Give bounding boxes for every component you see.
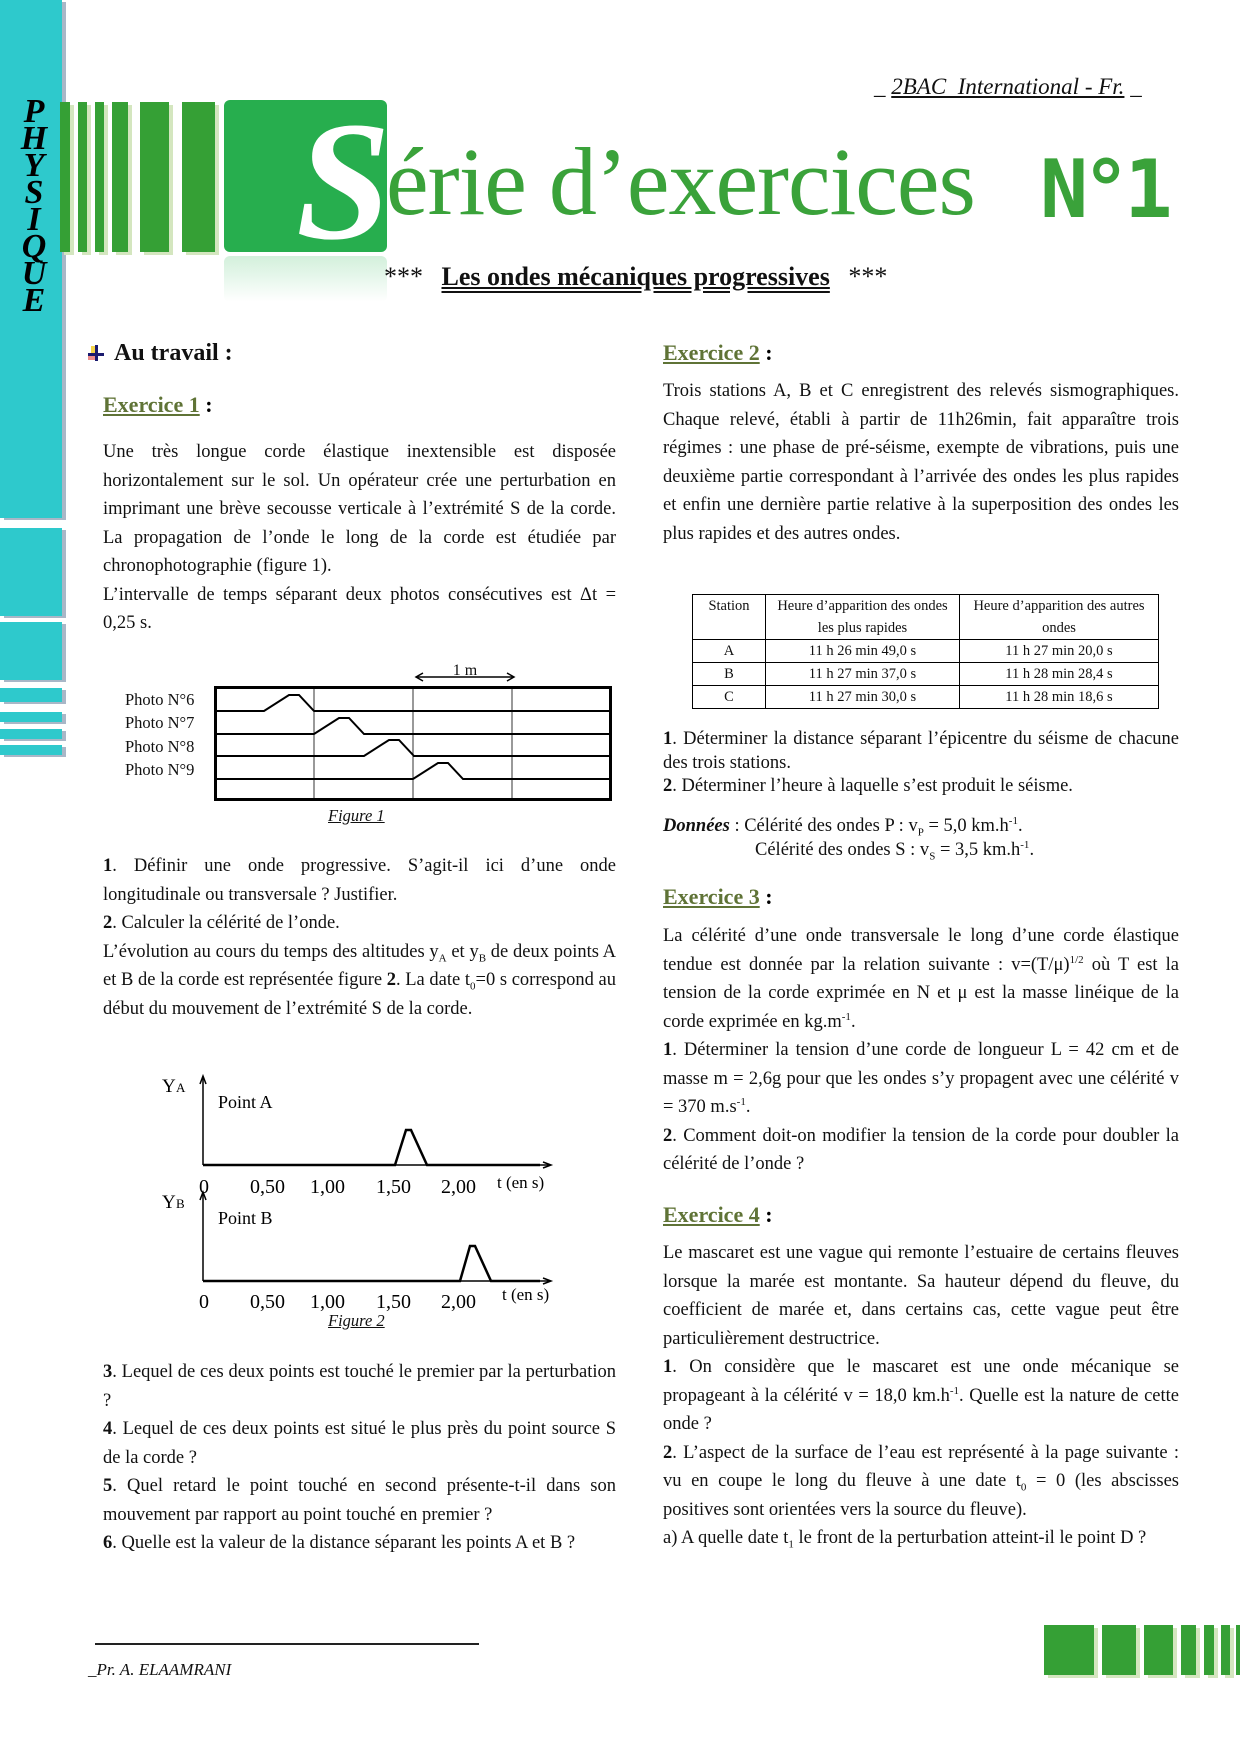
series-number: N°1 [1040, 143, 1167, 236]
photo-label: Photo N°7 [125, 713, 195, 732]
page-title: érie d’exercices [386, 128, 975, 235]
exercise-1-questions-b: 3. Lequel de ces deux points est touché le premier par la perturbation ? 4. Lequel de ces deux points est situé le plus près du point source S de la corde ? 5. Quel retard le point touché en second présente-t-il dans son mouvement par rapport au point touché en premier ? 6. Quelle est la valeur de la distance séparant les points A et B ? [103, 1362, 616, 1553]
class-level-text: 2BAC International - Fr. [891, 74, 1125, 99]
side-label-letter: U [21, 255, 47, 292]
title-initial: S [296, 87, 391, 275]
exercise-1-heading: Exercice 1 : [103, 392, 213, 417]
svg-text:Point B: Point B [218, 1208, 273, 1228]
exercise-4-body: Le mascaret est une vague qui remonte l’estuaire de certains fleuves lorsque la marée est montante. Sa hauteur dépend du fleuve, du coefficient de marée et, dans certains cas, cette vague peut être particulièrement destructrice. 1. On considère que le mascaret est une onde mécanique se propageant à la célérité v = 18,0 $km.h^{-1}$. Quelle est la nature de cette onde ? 2. L’aspect de la surface de l’eau est représenté à la page suivante : vu en coupe le long du fleuve à une date $t_0 = 0$ (les abscisses positives sont orientées vers la source du fleuve). a) A quelle date $t_1$ le front de la perturbation atteint-il le point D ? [663, 1243, 1179, 1551]
footer-bar [1144, 1625, 1173, 1675]
footer-bar [1181, 1625, 1196, 1675]
photo-label: Photo N°6 [125, 690, 195, 709]
svg-text:2,00: 2,00 [441, 1176, 476, 1198]
header-bar [140, 102, 169, 252]
svg-text:1,50: 1,50 [376, 1291, 411, 1313]
side-strip-block [0, 729, 62, 739]
table-header-row: Station Heure d’apparition des ondes les plus rapides Heure d’apparition des autres ondes [693, 595, 1159, 640]
side-label-letter: P [23, 93, 45, 130]
svg-text:1,50: 1,50 [376, 1176, 411, 1198]
header-bar [95, 102, 104, 252]
seismic-table [692, 594, 1159, 709]
table-row: C 11 h 27 min 30,0 s 11 h 28 min 18,6 s [693, 686, 1159, 709]
figure-1-scale: 1 m [452, 662, 478, 679]
svg-text:Point A: Point A [218, 1092, 273, 1112]
side-label-letter: Q [21, 228, 47, 265]
svg-text:0: 0 [199, 1291, 209, 1313]
subtitle: *** Les ondes mécaniques progressives *** [384, 262, 888, 291]
subtitle-text: Les ondes mécaniques progressives [441, 262, 830, 291]
exercise-2-heading: Exercice 2 : [663, 340, 773, 365]
scale-arrow-icon [414, 672, 516, 682]
svg-text:0: 0 [199, 1176, 209, 1198]
author-name: _Pr. A. ELAAMRANI [88, 1660, 232, 1679]
exercise-1-questions-a: 1. Définir une onde progressive. S’agit-il ici d’une onde longitudinale ou transversale ? Justifier. 2. Calculer la célérité de l’onde. L’évolution au cours du temps des altitudes $y_A$ et $y_B$ de deux points A et B de la corde est représentée figure 2. La date $t_0=0$ s correspond au début du mouvement de l’extrémité S de la corde. [103, 856, 616, 1019]
side-label-letter: S [24, 174, 44, 211]
side-label-letter: E [22, 282, 46, 319]
header-bar [60, 102, 70, 252]
svg-text:0,50: 0,50 [250, 1291, 285, 1313]
svg-text:t (en s): t (en s) [497, 1173, 545, 1192]
exercise-3-heading: Exercice 3 : [663, 884, 773, 909]
footer-bar [1102, 1625, 1136, 1675]
exercise-3-body: La célérité d’une onde transversale le long d’une corde élastique tendue est donnée par la relation suivante : $v=(T/\mu)^{1/2}$ où T est la tension de la corde exprimée en N et μ est la masse linéique de la corde exprimée en $kg.m^{-1}$. 1. Déterminer la tension d’une corde de longueur L = 42 cm et de masse m = 2,6g pour que les ondes s’y propagent avec une célérité v = 370 $m.s^{-1}$. 2. Comment doit-on modifier la tension de la corde pour doubler la célérité de l’onde ? [663, 926, 1179, 1174]
footer-bar [1221, 1625, 1230, 1675]
figure-2-caption: Figure 2 [328, 1311, 385, 1330]
side-label-letter: I [27, 201, 41, 238]
svg-text:2,00: 2,00 [441, 1291, 476, 1313]
header-bar [78, 102, 87, 252]
photo-label: Photo N°9 [125, 760, 195, 779]
table-row: A 11 h 26 min 49,0 s 11 h 27 min 20,0 s [693, 640, 1159, 663]
header-bar [182, 102, 215, 252]
figure-1-chronophotography [214, 686, 612, 801]
exercise-2-questions: 1. Déterminer la distance séparant l’épicentre du séisme de chacune des trois stations. 2. Déterminer l’heure à laquelle s’est produit le séisme. [663, 729, 1179, 796]
side-label-letter: Y [23, 147, 45, 184]
exercise-1-intro: Une très longue corde élastique inextensible est disposée horizontalement sur le sol. Un opérateur crée une perturbation en imprimant une brève secousse verticale à l’extrémité S de la corde. La propagation de l’onde le long de la corde est étudiée par chronophotographie (figure 1). L’intervalle de temps séparant deux photos consécutives est Δt = 0,25 s. [103, 442, 616, 633]
svg-text:A: A [176, 1080, 186, 1095]
table-row: B 11 h 27 min 37,0 s 11 h 28 min 28,4 s [693, 663, 1159, 686]
header-bar [112, 102, 128, 252]
svg-text:1,00: 1,00 [310, 1291, 345, 1313]
exercise-4-heading: Exercice 4 : [663, 1202, 773, 1227]
side-strip-block [0, 622, 62, 680]
svg-text:Y: Y [162, 1192, 176, 1213]
footer-divider [95, 1643, 479, 1645]
svg-text:0,50: 0,50 [250, 1176, 285, 1198]
plus-bullet-icon [88, 345, 104, 361]
class-level: _ 2BAC International - Fr. _ [874, 74, 1142, 99]
svg-text:Y: Y [162, 1076, 176, 1097]
figure-2-graphs [150, 1070, 570, 1325]
exercise-2-data: Données : Célérité des ondes P : $v_P = 5,0$ $km.h^{-1}$. Célérité des ondes S : $v_S = 3,5$ $km.h^{-1}$. [663, 814, 1035, 863]
side-strip-block [0, 528, 62, 616]
section-heading: Au travail : [88, 340, 233, 367]
footer-bar [1236, 1625, 1240, 1675]
svg-text:B: B [176, 1196, 185, 1211]
svg-text:1,00: 1,00 [310, 1176, 345, 1198]
photo-label: Photo N°8 [125, 737, 195, 756]
side-strip-block [0, 688, 62, 702]
exercise-2-intro: Trois stations A, B et C enregistrent des relevés sismographiques. Chaque relevé, établi à partir de 11h26min, fait apparaître trois régimes : une phase de pré-séisme, exempte de vibrations, puis une deuxième partie correspondant à l’arrivée des ondes les plus rapides et enfin une dernière partie relative à la superposition des ondes les plus rapides et des autres ondes. [663, 381, 1179, 544]
figure-1-caption: Figure 1 [328, 806, 385, 825]
svg-text:t (en s): t (en s) [502, 1285, 550, 1304]
side-label-letter: H [20, 120, 48, 157]
side-strip-block [0, 712, 62, 722]
side-strip-block [0, 745, 62, 755]
footer-bar [1044, 1625, 1094, 1675]
footer-bar [1204, 1625, 1214, 1675]
side-label-physique [18, 93, 50, 319]
